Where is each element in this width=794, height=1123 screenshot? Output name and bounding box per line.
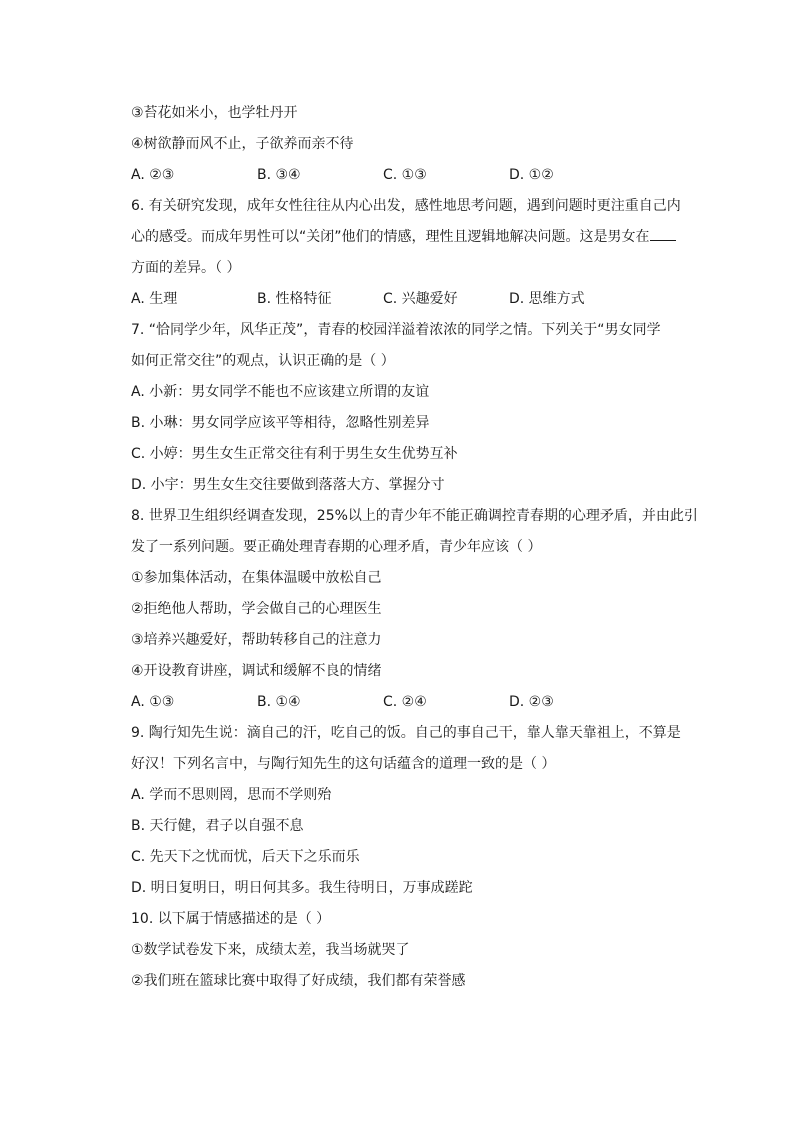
q10-stem-line-1: 10. 以下属于情感描述的是（ ） bbox=[131, 911, 331, 927]
q5-options bbox=[131, 160, 671, 191]
q6-option-d: D. 思维方式 bbox=[509, 291, 585, 307]
q7-option-c: C. 小婷：男生女生正常交往有利于男生女生优势互补 bbox=[131, 446, 458, 462]
q10-item-1: ①数学试卷发下来，成绩太差，我当场就哭了 bbox=[131, 942, 410, 958]
q7-stem-line-1: 7. “恰同学少年，风华正茂”，青春的校园洋溢着浓浓的同学之情。下列关于“男女同学 bbox=[131, 322, 661, 338]
q9-option-d: D. 明日复明日，明日何其多。我生待明日，万事成蹉跎 bbox=[131, 880, 473, 896]
q9-option-a: A. 学而不思则罔，思而不学则殆 bbox=[131, 787, 332, 803]
q6-stem-line-2 bbox=[131, 222, 671, 253]
q5-option-d: D. ①② bbox=[509, 167, 554, 183]
q8-option-b: B. ①④ bbox=[257, 694, 301, 710]
q9-stem-line-1: 9. 陶行知先生说：滴自己的汗，吃自己的饭。自己的事自己干，靠人靠天靠祖上，不算是 bbox=[131, 725, 681, 741]
q7-option-d: D. 小宇：男生女生交往要做到落落大方、掌握分寸 bbox=[131, 477, 445, 493]
q6-stem-line-2-text: 心的感受。而成年男性可以“关闭”他们的情感，理性且逻辑地解决问题。这是男女在 bbox=[131, 229, 650, 245]
question-content bbox=[131, 98, 698, 997]
q9-option-c: C. 先天下之忧而忧，后天下之乐而乐 bbox=[131, 849, 360, 865]
q5-item-3: ③苔花如米小，也学牡丹开 bbox=[131, 105, 298, 121]
q8-option-d: D. ②③ bbox=[509, 694, 554, 710]
q9-stem-line-2: 好汉！下列名言中，与陶行知先生的这句话蕴含的道理一致的是（ ） bbox=[131, 756, 556, 772]
q6-stem-line-1: 6. 有关研究发现，成年女性往往从内心出发，感性地思考问题，遇到问题时更注重自己内 bbox=[131, 198, 681, 214]
q6-option-c: C. 兴趣爱好 bbox=[383, 291, 458, 307]
q8-item-2: ②拒绝他人帮助，学会做自己的心理医生 bbox=[131, 601, 382, 617]
q8-options bbox=[131, 687, 671, 718]
q9-option-b: B. 天行健，君子以自强不息 bbox=[131, 818, 304, 834]
q6-answer-blank bbox=[650, 226, 676, 241]
q8-item-1: ①参加集体活动，在集体温暖中放松自己 bbox=[131, 570, 382, 586]
q8-stem-line-1: 8. 世界卫生组织经调查发现，25%以上的青少年不能正确调控青春期的心理矛盾，并由此引 bbox=[131, 508, 698, 524]
q8-stem-line-2: 发了一系列问题。要正确处理青春期的心理矛盾，青少年应该（ ） bbox=[131, 539, 542, 555]
q5-option-b: B. ③④ bbox=[257, 167, 301, 183]
q6-options bbox=[131, 284, 671, 315]
q7-option-a: A. 小新：男女同学不能也不应该建立所谓的友谊 bbox=[131, 384, 430, 400]
q5-item-4: ④树欲静而风不止，子欲养而亲不待 bbox=[131, 136, 354, 152]
q8-option-a: A. ①③ bbox=[131, 694, 175, 710]
q7-option-b: B. 小琳：男女同学应该平等相待，忽略性别差异 bbox=[131, 415, 430, 431]
q6-option-a: A. 生理 bbox=[131, 291, 178, 307]
q8-option-c: C. ②④ bbox=[383, 694, 427, 710]
q8-item-4: ④开设教育讲座，调试和缓解不良的情绪 bbox=[131, 663, 382, 679]
q6-option-b: B. 性格特征 bbox=[257, 291, 332, 307]
q7-stem-line-2: 如何正常交往”的观点，认识正确的是（ ） bbox=[131, 353, 395, 369]
q5-option-a: A. ②③ bbox=[131, 167, 175, 183]
q5-option-c: C. ①③ bbox=[383, 167, 427, 183]
q8-item-3: ③培养兴趣爱好，帮助转移自己的注意力 bbox=[131, 632, 382, 648]
q10-item-2: ②我们班在篮球比赛中取得了好成绩，我们都有荣誉感 bbox=[131, 973, 466, 989]
q6-stem-line-3: 方面的差异。（ ） bbox=[131, 260, 241, 276]
